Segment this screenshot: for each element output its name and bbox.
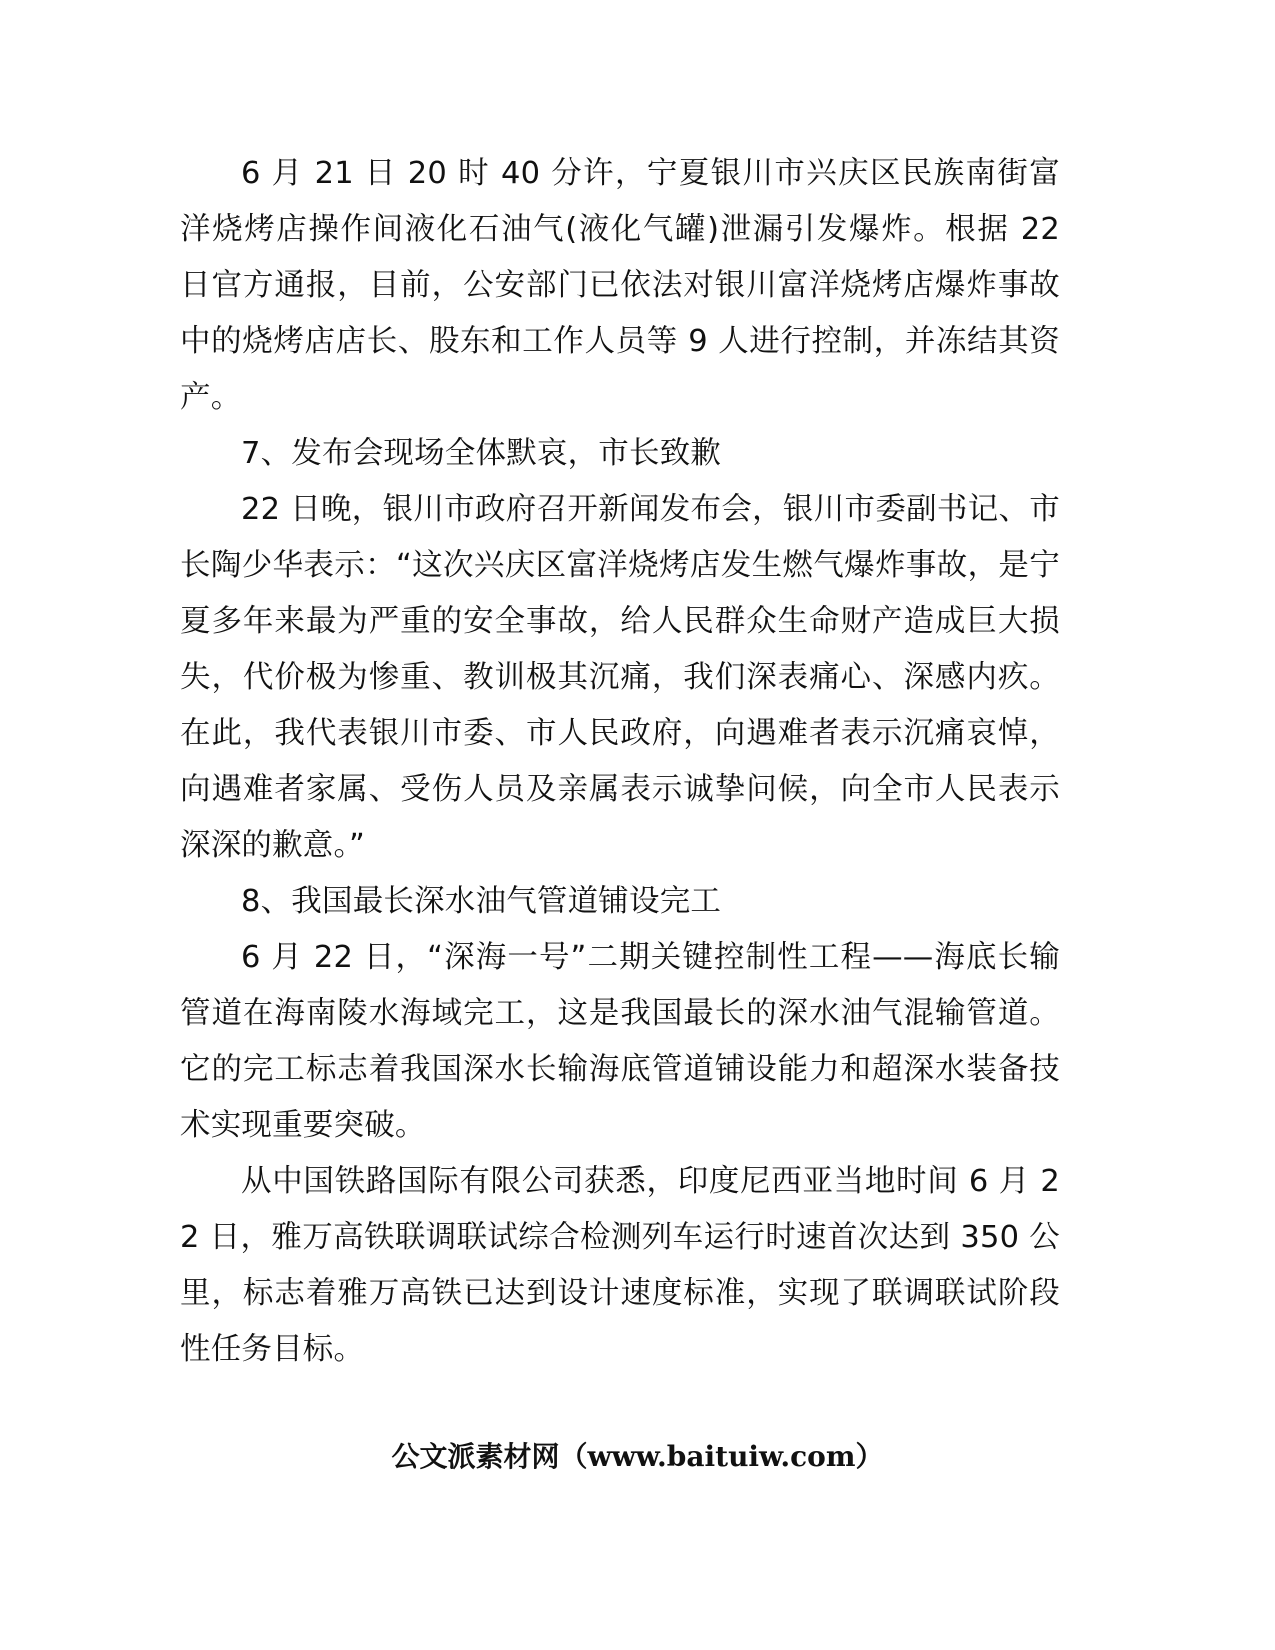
document-body [180, 146, 1060, 1378]
paragraph-explosion-report: 6 月 21 日 20 时 40 分许，宁夏银川市兴庆区民族南街富洋烧烤店操作间液化石油气(液化气罐)泄漏引发爆炸。根据 22 日官方通报，目前，公安部门已依法对银川富洋烧烤店爆炸事故中的烧烤店店长、股东和工作人员等 9 人进行控制，并冻结其资产。 [180, 156, 1060, 415]
paragraph-pipeline: 6 月 22 日，“深海一号”二期关键控制性工程——海底长输管道在海南陵水海域完工，这是我国最长的深水油气混输管道。它的完工标志着我国深水长输海底管道铺设能力和超深水装备技术实现重要突破。 [180, 940, 1060, 1143]
heading-press-conference: 7、发布会现场全体默哀，市长致歉 [241, 436, 722, 471]
paragraph-mayor-apology: 22 日晚，银川市政府召开新闻发布会，银川市委副书记、市长陶少华表示：“这次兴庆区富洋烧烤店发生燃气爆炸事故，是宁夏多年来最为严重的安全事故，给人民群众生命财产造成巨大损失，代价极为惨重、教训极其沉痛，我们深表痛心、深感内疚。在此，我代表银川市委、市人民政府，向遇难者表示沉痛哀悼，向遇难者家属、受伤人员及亲属表示诚挚问候，向全市人民表示深深的歉意。” [180, 492, 1060, 863]
heading-pipeline: 8、我国最长深水油气管道铺设完工 [241, 884, 722, 919]
paragraph-high-speed-rail: 从中国铁路国际有限公司获悉，印度尼西亚当地时间 6 月 22 日，雅万高铁联调联试综合检测列车运行时速首次达到 350 公里，标志着雅万高铁已达到设计速度标准，实现了联调联试阶段性任务目标。 [180, 1164, 1060, 1367]
footer-watermark: 公文派素材网（www.baituiw.com） [391, 1440, 884, 1473]
